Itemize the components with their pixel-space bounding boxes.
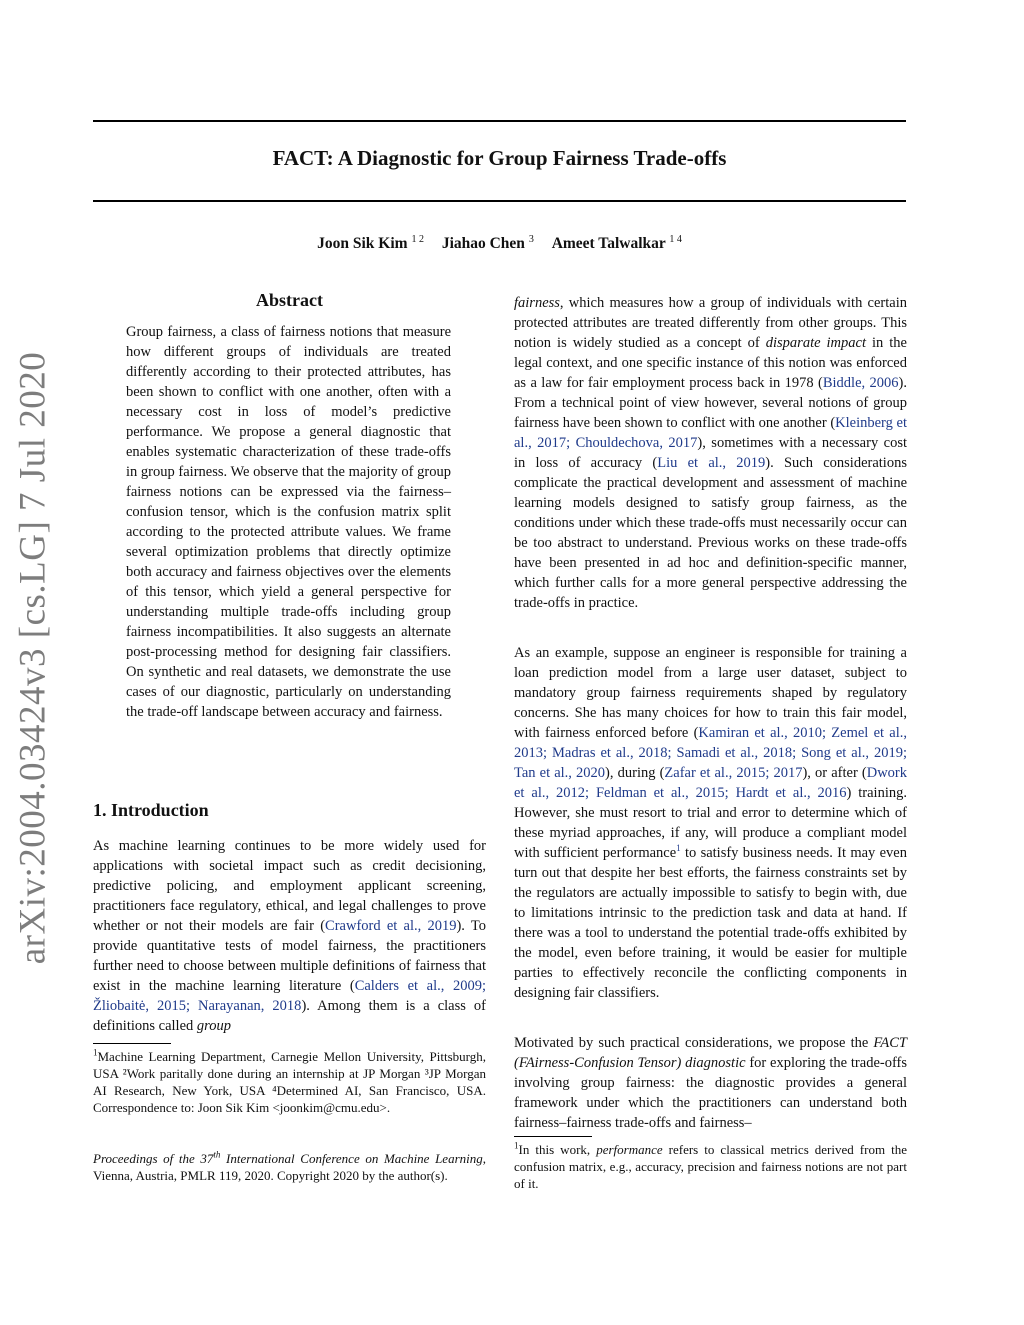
author: Joon Sik Kim $^{1 2}$ [317,233,424,252]
affiliation-footnote: $^1$Machine Learning Department, Carnegie Mellon University, Pittsburgh, USA ²Work paritally done during an internship at JP Morgan ³JP Morgan AI Research, New York, USA ⁴Determined AI, San Francisco, USA. Correspondence to: Joon Sik Kim <joonkim@cmu.edu>. [93,1047,486,1115]
footnote-mark[interactable]: 1 [676,843,681,854]
intro-paragraph: As machine learning continues to be more widely used for applications with societal impact such as credit decisioning, predictive policing, and employment applicant screening, practitioners face regulatory, ethical, and legal challenges to prove whether or not their models are fair (Crawford et al., 2019). To provide quantitative tests of model fairness, the practitioners further need to choose between multiple definitions of fairness that exist in the machine learning literature (Calders et al., 2009; Žliobaitė, 2015; Narayanan, 2018). Among them is a class of definitions called group [93,838,486,1034]
abstract-heading: Abstract [256,290,323,310]
proceedings-note: Proceedings of the 37th International Conference on Machine Learning, Vienna, Austria, PMLR 119, 2020. Copyright 2020 by the author(s). [93,1149,486,1183]
citation-link[interactable]: Dwork et al., 2012; Feldman et al., 2015; Hardt et al., 2016 [514,765,908,801]
citation-link[interactable]: Kleinberg et al., 2017; Chouldechova, 2017 [514,415,907,451]
performance-footnote: $^1$In this work, performance refers to classical metrics derived from the confusion matrix, e.g., accuracy, precision and fairness notions are not part of it. [514,1140,907,1191]
arxiv-watermark [8,351,58,965]
body-paragraph: Motivated by such practical considerations, we propose the FACT (FAirness-Confusion Tensor) diagnostic for exploring the trade-offs involving group fairness: the diagnostic provides a general framework under which the practitioners can understand both fairness–fairness trade-offs and fairness– [514,1035,907,1131]
author: Jiahao Chen $^3$ [441,233,534,252]
arxiv-id: arXiv:2004.03424v3 [cs.LG] 7 Jul 2020 [12,351,54,965]
section-heading-introduction: 1. Introduction [93,800,209,820]
citation-link[interactable]: Calders et al., 2009; Žliobaitė, 2015; Narayanan, 2018 [93,978,486,1014]
citation-link[interactable]: Biddle, 2006 [822,375,899,391]
author: Ameet Talwalkar $^{1 4}$ [551,233,682,252]
footnote-rule [93,1043,171,1044]
footnote-rule [514,1136,592,1137]
citation-link[interactable]: Zafar et al., 2015; 2017 [664,765,803,781]
paper-title: FACT: A Diagnostic for Group Fairness Trade-offs [272,146,727,170]
author-list [93,235,906,253]
title-rule-top [93,120,906,122]
body-paragraph: As an example, suppose an engineer is responsible for training a loan prediction model from a large user dataset, subject to mandatory group fairness requirements shaped by regulatory concerns. She has many choices for how to train this fair model, with fairness enforced before (Kamiran et al., 2010; Zemel et al., 2013; Madras et al., 2018; Samadi et al., 2018; Song et al., 2019; Tan et al., 2020), during (Zafar et al., 2015; 2017), or after (Dwork et al., 2012; Feldman et al., 2015; Hardt et al., 2016) training. However, she must resort to trial and error to determine which of these myriad approaches, if any, will produce a compliant model with sufficient performance$^1$ to satisfy business needs. It may even turn out that despite her best efforts, the fairness constraints set by the regulators are actually impossible to satisfy to begin with, due to limitations intrinsic to the prediction task and data at hand. If there was a tool to understand the potential trade-offs exhibited by the model, even before training, it would be easier for multiple parties to effectively reconcile the conflicting components in designing fair classifiers. [514,645,908,1001]
citation-link[interactable]: Crawford et al., 2019 [325,918,457,934]
abstract-body: Group fairness, a class of fairness notions that measure how different groups of individuals are treated differently according to their protected attributes, has been shown to conflict with one another, often with a necessary cost in loss of model’s predictive performance. We propose a general diagnostic that enables systematic characterization of these trade-offs in group fairness. We observe that the majority of group fairness notions can be expressed via the fairness–confusion tensor, which is the confusion matrix split according to the protected attribute values. We frame several optimization problems that directly optimize both accuracy and fairness objectives over the elements of this tensor, which yield a general perspective for understanding multiple trade-offs including group fairness incompatibilities. It also suggests an alternate post-processing method for designing fair classifiers. On synthetic and real datasets, we demonstrate the use cases of our diagnostic, particularly on understanding the trade-off landscape between accuracy and fairness. [126,324,451,720]
title-rule-bottom [93,200,906,202]
body-paragraph: fairness, which measures how a group of individuals with certain protected attributes are treated differently from other groups. This notion is widely studied as a concept of disparate impact in the legal context, and one specific instance of this notion was enforced as a law for fair employment process back in 1978 (Biddle, 2006). From a technical point of view however, several notions of group fairness have been shown to conflict with one another (Kleinberg et al., 2017; Chouldechova, 2017), sometimes with a necessary cost in loss of accuracy (Liu et al., 2019). Such considerations complicate the practical development and assessment of machine learning models designed to satisfy group fairness, as the conditions under which these trade-offs must necessarily occur can be too abstract to understand. Previous works on these trade-offs have been presented in ad hoc and definition-specific manner, which further calls for a more general perspective addressing the trade-offs in practice. [514,295,907,611]
citation-link[interactable]: Kamiran et al., 2010; Zemel et al., 2013; Madras et al., 2018; Samadi et al., 2018; Song et al., 2019; Tan et al., 2020 [514,725,907,781]
citation-link[interactable]: Liu et al., 2019 [657,455,766,471]
